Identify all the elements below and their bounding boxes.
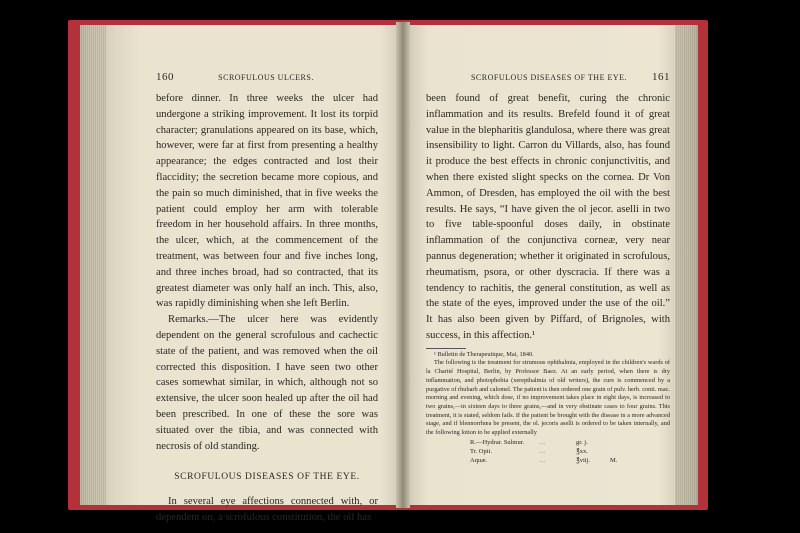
rx-dots: . . (540, 447, 545, 455)
left-body-text (156, 91, 378, 454)
left-paragraph-1: before dinner. In three weeks the ulcer had undergone a striking improvement. It lost its torpid character; granulations appeared on its base, which, however, were far at first from presenting a healthy appearance; the edges contracted and lost their flaccidity; the secretion became more copious, and the pain so much diminished, that in five weeks the patient could employ her arm with tolerable freedom in her household affairs. In three months, the ulcer, which, at the commencement of the treatment, was between four and five inches long, and three inches broad, had so contracted, that its greatest diameter was only half an inch. This, also, was rapidly diminishing when she left Berlin. (156, 93, 378, 310)
book-gutter (396, 22, 410, 508)
rx-quantity: ℥xx. (576, 447, 588, 455)
rx-ingredient: Tr. Opii. (470, 447, 492, 455)
rx-sig: M. (610, 456, 618, 464)
left-running-head: SCROFULOUS ULCERS. (218, 73, 314, 82)
footnote-text: The following is the treatment for strumous ophthalmia, employed in the children's wards of la Charité Hospital, Berlin, by Professor Baez. At an early period, when there is dry inflammation, and photophobia (xerepthalmia of old writers), the cure is commenced by a purgative of rhubarb and calomel. The patient is then ordered one grain of pulv. herb. conii. mac. morning and evening, which dose, if no improvement takes place in eight days, is increased to two grains,—in sixteen days to three grains,—and in very obstinate cases to four grains. This treatment, it is stated, seldom fails. If the patient be brought with the disease in a more advanced stage, and if blennorrhœa be present, the ol. jecoris aselli is ordered to be taken internally, and the following lotion to be applied externally (426, 359, 670, 437)
right-body-text (426, 91, 670, 344)
section-heading: SCROFULOUS DISEASES OF THE EYE. (174, 472, 360, 483)
rx-sig (610, 438, 630, 447)
rx-sig (610, 447, 630, 456)
right-running-header (426, 71, 670, 85)
right-page-edges (675, 25, 697, 505)
right-running-head: SCROFULOUS DISEASES OF THE EYE. (470, 73, 628, 82)
rx-dots: . . (540, 456, 545, 464)
left-page-edges (80, 25, 106, 505)
prescription-row (470, 447, 670, 456)
left-page (80, 25, 398, 524)
left-paragraph-2: Remarks.—The ulcer here was evidently dependent on the general scrofulous and cachectic state of the patient, and was removed when the oil corrected this disposition. I have seen two other cases somewhat similar, in which, although not so extensive, the ulcer soon healed up after the oil had been prescribed. In one of these the sore was situated over the tibia, and was connected with necrosis of old standing. (156, 314, 378, 452)
footnote (426, 351, 670, 438)
left-section-text: In several eye affections connected with, or dependent on, a scrofulous constitution, the oil has (156, 496, 378, 524)
footnote-rule (426, 348, 466, 349)
prescription-row (470, 456, 670, 465)
rx-ingredient: Aquæ. (470, 456, 488, 464)
right-page (408, 25, 698, 505)
rx-quantity: gr. j. (576, 438, 588, 446)
right-page-text-block (426, 71, 670, 465)
prescription (470, 438, 670, 465)
right-page-number: 161 (651, 71, 670, 83)
left-page-text-block (156, 71, 378, 526)
left-running-header (156, 71, 378, 85)
prescription-row (470, 438, 670, 447)
left-section-text-block (156, 494, 378, 526)
footnote-ref: ¹ Bulletin de Therapeutique, Mai, 1840. (434, 350, 534, 358)
right-paragraph: been found of great benefit, curing the chronic inflammation and its results. Brefeld found it of great value in the blepharitis glandulosa, where there was great insensibility to light. Carron du Villards, also, has found it produce the best effects in chronic conjunctivitis, and when there existed slight specks on the cornea. Dr Von Ammon, of Dresden, has employed the oil with the best results. He says, “I have given the ol jecor. aselli in two to five table-spoonful doses daily, in obstinate inflammation of the conjunctiva corneæ, very near pannus degeneration; whether it originated in scrofulous, rheumatism, psora, or other dyscracia. If there was a tendency to rachitis, the general constitution, as well as the state of the eyes, improved under the use of the oil.” It has also been given by Piffard, of Brignoles, with success, in this affection.¹ (426, 93, 670, 341)
rx-quantity: ℥viij. (576, 456, 591, 464)
rx-ingredient: R.—Hydrar. Sulmur. (470, 438, 525, 446)
left-page-number: 160 (156, 71, 174, 83)
rx-dots: . . (540, 438, 545, 446)
